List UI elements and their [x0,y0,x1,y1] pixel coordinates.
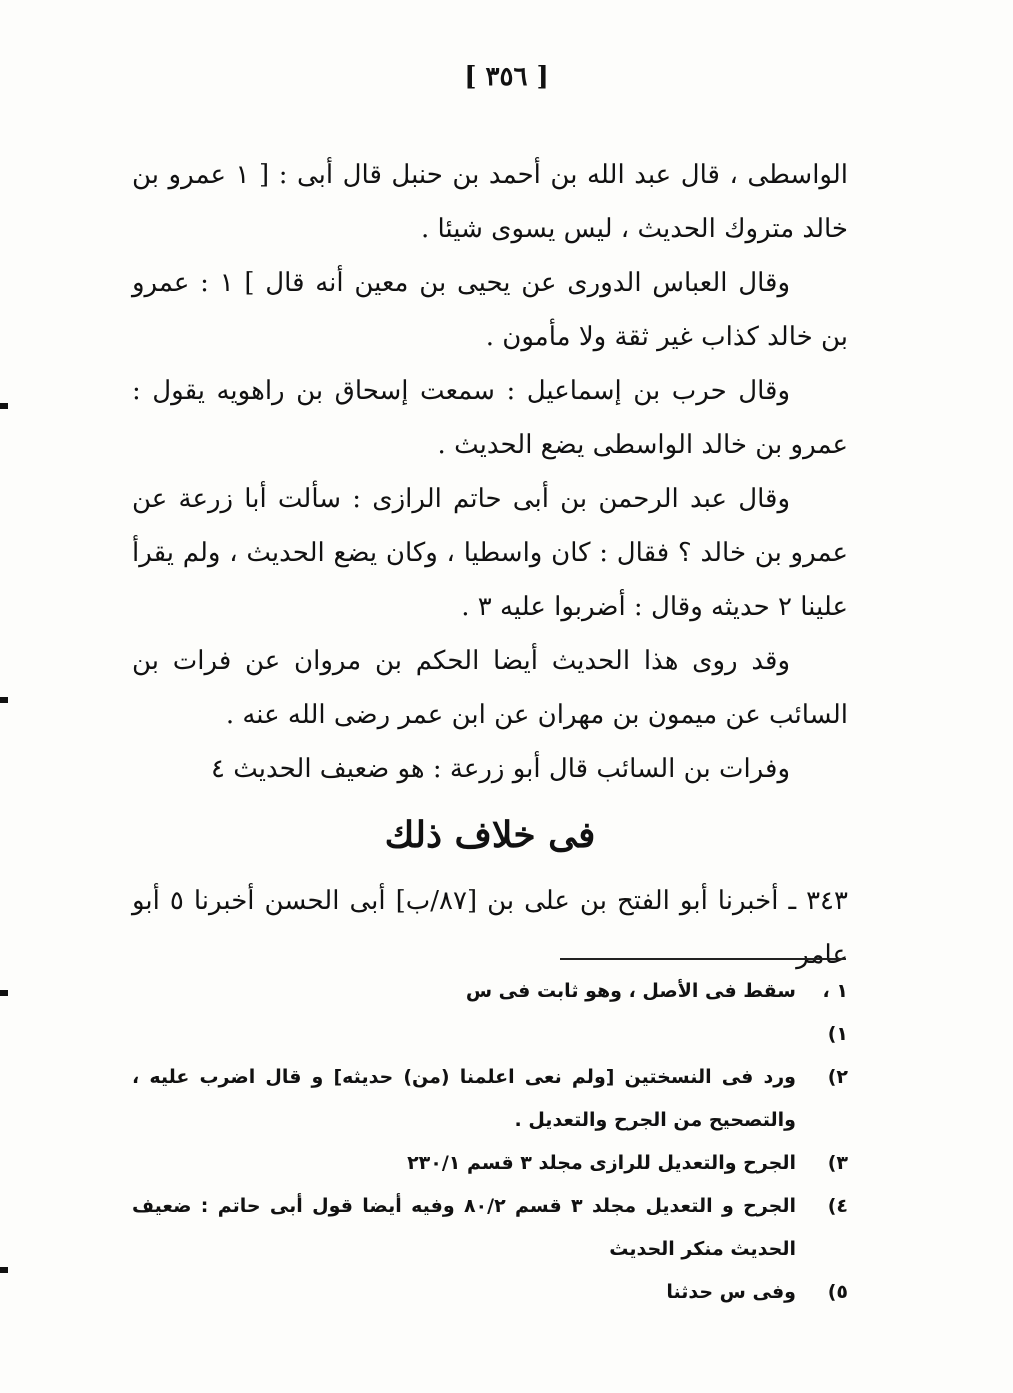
footnote-text: وفى س حدثنا [666,1281,796,1303]
hadith-line: ٣٤٣ ـ أخبرنا أبو الفتح بن على بن [٨٧/ب] أبى الحسن أخبرنا ٥ أبو عامر [132,886,848,970]
paragraph-continued: الواسطى ، قال عبد الله بن أحمد بن حنبل قال أبى : [ ١ عمرو بن خالد متروك الحديث ، ليس يسوى شيئا . [132,160,848,244]
section-heading: فى خلاف ذلك [384,814,596,856]
scan-margin-mark [0,1267,8,1273]
main-text [132,148,848,982]
scan-margin-mark [0,990,8,996]
paragraph: وفرات بن السائب قال أبو زرعة : هو ضعيف الحديث ٤ [210,754,790,784]
footnote [132,970,848,1056]
scan-margin-mark [0,697,8,703]
page-number: [ ٣٥٦ ] [464,62,549,92]
footnote [132,1056,848,1142]
footnote-text: الجرح و التعديل مجلد ٣ قسم ٨٠/٢ وفيه أيضا قول أبى حاتم : ضعيف الحديث منكر الحديث [132,1195,796,1260]
footnote [132,1142,848,1185]
footnote-text: ورد فى النسختين [ولم نعى اعلمنا (من) حديثه] و قال اضرب عليه ، والتصحيح من الجرح والتعديل . [132,1066,796,1131]
footnote-text: الجرح والتعديل للرازى مجلد ٣ قسم ٢٣٠/١ [407,1152,796,1174]
scan-margin-mark [0,403,8,409]
footnote-divider [560,958,846,960]
paragraph: وقال عبد الرحمن بن أبى حاتم الرازى : سألت أبا زرعة عن عمرو بن خالد ؟ فقال : كان واسطيا ، وكان يضع الحديث ، ولم يقرأ علينا ٢ حديثه وقال : أضربوا عليه ٣ . [132,484,848,622]
footnote [132,1271,848,1314]
footnotes [132,970,848,1314]
paragraph: وقال حرب بن إسماعيل : سمعت إسحاق بن راهويه يقول : عمرو بن خالد الواسطى يضع الحديث . [132,376,848,460]
footnote-number: ٥) [827,1281,848,1303]
footnote-number: ٢) [827,1066,848,1088]
footnote-number: ٣) [827,1152,848,1174]
paragraph: وقد روى هذا الحديث أيضا الحكم بن مروان عن فرات بن السائب عن ميمون بن مهران عن ابن عمر رضى الله عنه . [132,646,848,730]
footnote-number: ١ ، ١) [822,980,848,1045]
paragraph: وقال العباس الدورى عن يحيى بن معين أنه قال ] ١ : عمرو بن خالد كذاب غير ثقة ولا مأمون . [132,268,848,352]
footnote-number: ٤) [827,1195,848,1217]
footnote [132,1185,848,1271]
footnote-text: سقط فى الأصل ، وهو ثابت فى س [465,980,796,1002]
